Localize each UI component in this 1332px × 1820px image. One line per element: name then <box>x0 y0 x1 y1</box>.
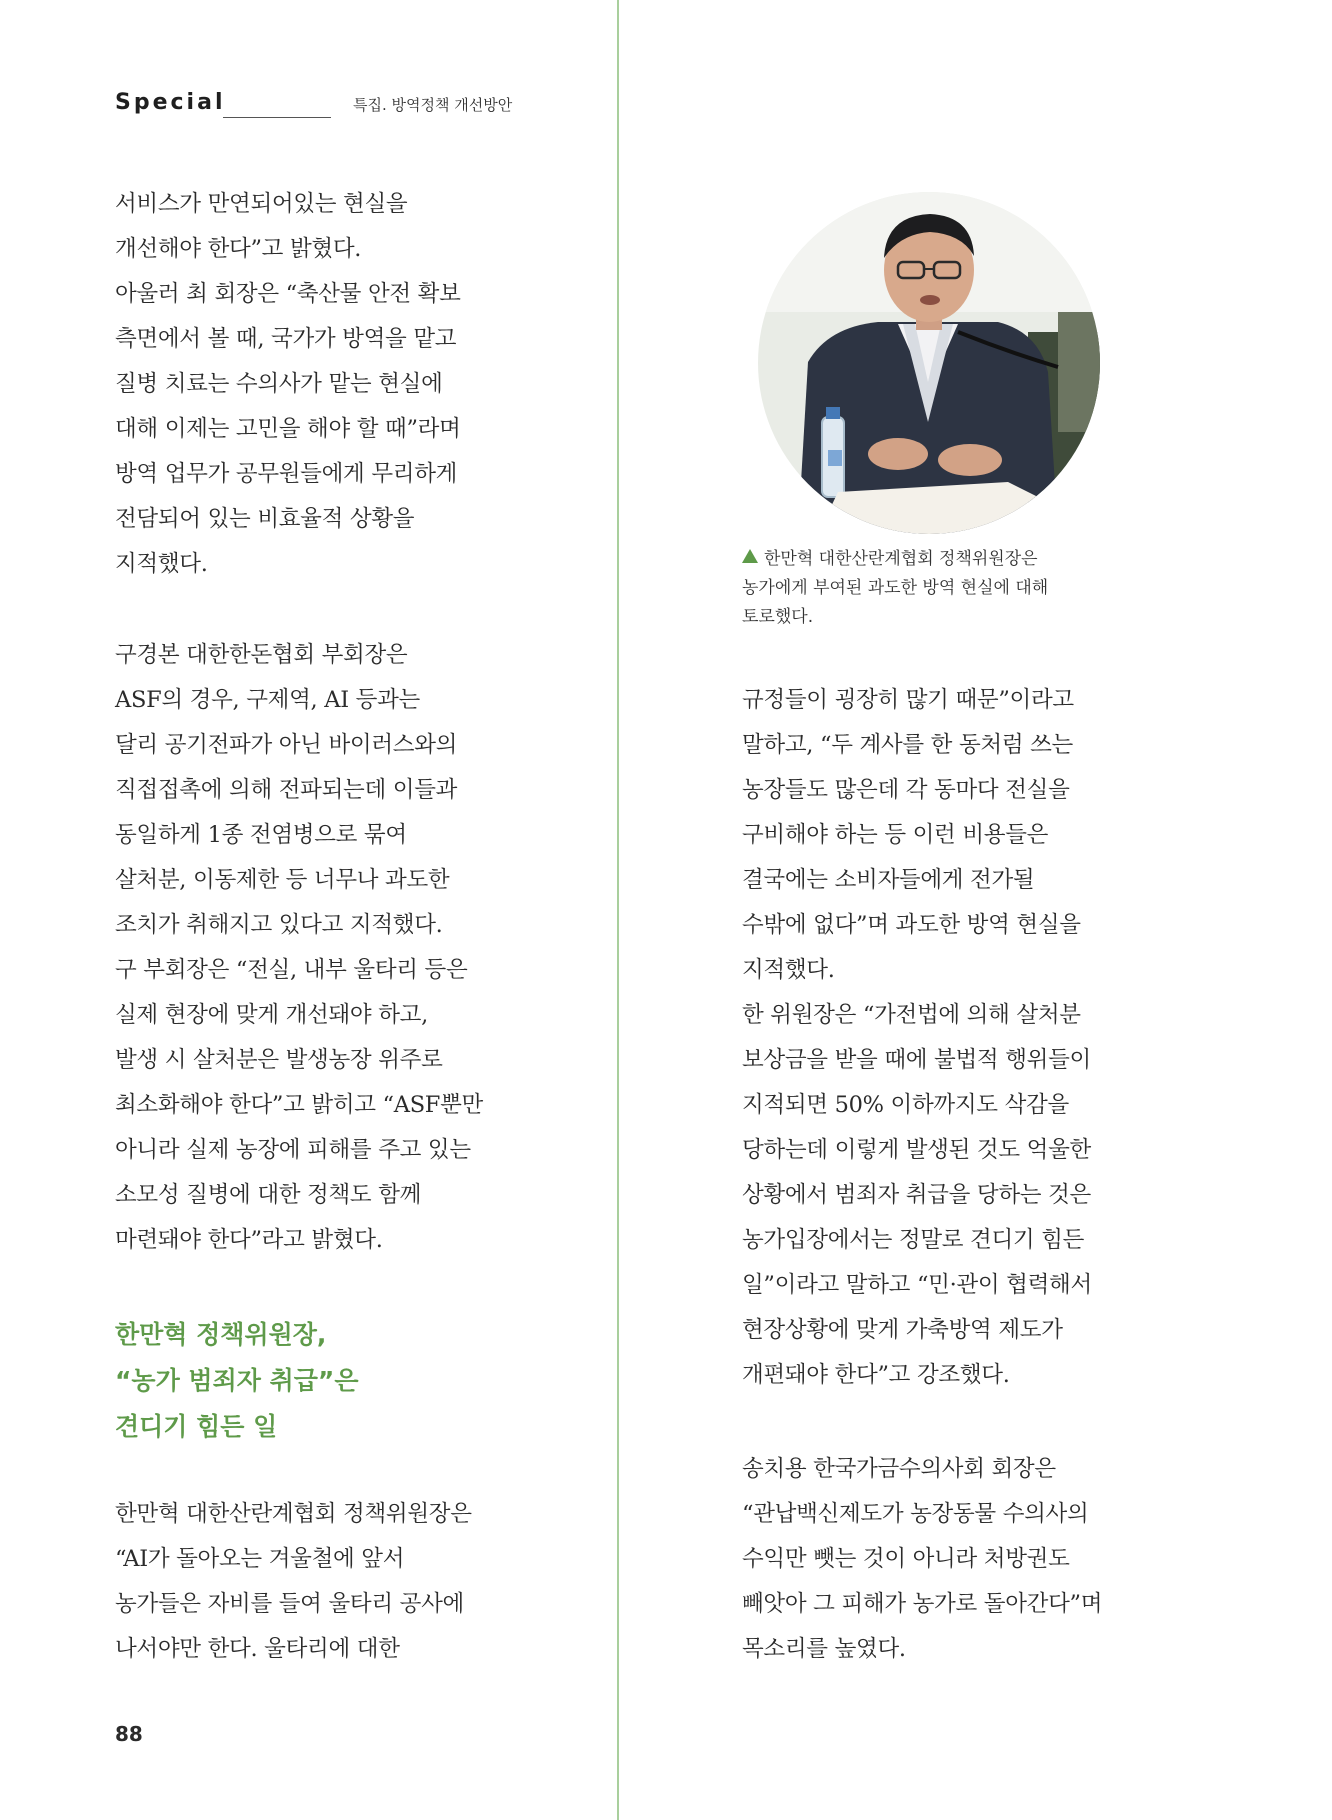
text-line: 구경본 대한한돈협회 부회장은 <box>115 642 408 668</box>
text-line: 수익만 뺏는 것이 아니라 처방권도 <box>742 1546 1070 1572</box>
text-line: 측면에서 볼 때, 국가가 방역을 맡고 <box>115 326 457 352</box>
text-line: 개선해야 한다”고 밝혔다. <box>115 236 362 262</box>
text-line: 농장들도 많은데 각 동마다 전실을 <box>742 777 1070 803</box>
left-paragraph-1 <box>115 182 461 587</box>
text-line: 아니라 실제 농장에 피해를 주고 있는 <box>115 1137 471 1163</box>
text-line: 대해 이제는 고민을 해야 할 때”라며 <box>115 416 461 442</box>
text-line: 한만혁 대한산란계협회 정책위원장은 <box>115 1501 472 1527</box>
triangle-up-icon <box>742 549 758 563</box>
right-paragraph-2 <box>742 1447 1102 1672</box>
text-line: 살처분, 이동제한 등 너무나 과도한 <box>115 867 450 893</box>
header-rule <box>223 117 331 118</box>
section-subtitle: 특집. 방역정책 개선방안 <box>353 96 513 114</box>
text-line: “관납백신제도가 농장동물 수의사의 <box>742 1501 1089 1527</box>
heading-line: 견디기 힘든 일 <box>115 1412 278 1441</box>
text-line: 목소리를 높였다. <box>742 1636 906 1662</box>
caption-line: 토로했다. <box>742 607 814 627</box>
section-label: Special <box>115 90 226 115</box>
text-line: 전담되어 있는 비효율적 상황을 <box>115 506 415 532</box>
speaker-photo <box>758 192 1100 534</box>
text-line: 개편돼야 한다”고 강조했다. <box>742 1362 1010 1388</box>
text-line: 아울러 최 회장은 “축산물 안전 확보 <box>115 281 461 307</box>
text-line: 상황에서 범죄자 취급을 당하는 것은 <box>742 1182 1091 1208</box>
text-line: 질병 치료는 수의사가 맡는 현실에 <box>115 371 443 397</box>
text-line: 당하는데 이렇게 발생된 것도 억울한 <box>742 1137 1091 1163</box>
heading-line: “농가 범죄자 취급”은 <box>115 1366 359 1395</box>
text-line: 조치가 취해지고 있다고 지적했다. <box>115 912 443 938</box>
text-line: 실제 현장에 맞게 개선돼야 하고, <box>115 1002 428 1028</box>
text-line: 농가입장에서는 정말로 견디기 힘든 <box>742 1227 1085 1253</box>
right-paragraph-1 <box>742 678 1092 1398</box>
text-line: 직접접촉에 의해 전파되는데 이들과 <box>115 777 458 803</box>
text-line: 구 부회장은 “전실, 내부 울타리 등은 <box>115 957 468 983</box>
caption-line: 농가에게 부여된 과도한 방역 현실에 대해 <box>742 578 1049 598</box>
left-paragraph-2 <box>115 633 483 1263</box>
caption-line <box>742 545 1048 574</box>
text-line: 지적했다. <box>115 551 208 577</box>
text-line: 최소화해야 한다”고 밝히고 “ASF뿐만 <box>115 1092 483 1118</box>
text-line: 지적되면 50% 이하까지도 삭감을 <box>742 1092 1069 1118</box>
text-line: 일”이라고 말하고 “민·관이 협력해서 <box>742 1272 1092 1298</box>
column-divider <box>617 0 619 1820</box>
section-heading <box>115 1312 358 1450</box>
page-number: 88 <box>115 1722 143 1746</box>
text-line: 보상금을 받을 때에 불법적 행위들이 <box>742 1047 1091 1073</box>
caption-text: 한만혁 대한산란계협회 정책위원장은 <box>764 549 1038 569</box>
text-line: 한 위원장은 “가전법에 의해 살처분 <box>742 1002 1081 1028</box>
text-line: 빼앗아 그 피해가 농가로 돌아간다”며 <box>742 1591 1103 1617</box>
text-line: 소모성 질병에 대한 정책도 함께 <box>115 1182 422 1208</box>
text-line: 규정들이 굉장히 많기 때문”이라고 <box>742 687 1074 713</box>
text-line: 서비스가 만연되어있는 현실을 <box>115 191 408 217</box>
text-line: 현장상황에 맞게 가축방역 제도가 <box>742 1317 1063 1343</box>
text-line: 지적했다. <box>742 957 835 983</box>
heading-line: 한만혁 정책위원장, <box>115 1320 327 1349</box>
text-line: 마련돼야 한다”라고 밝혔다. <box>115 1227 383 1253</box>
text-line: 달리 공기전파가 아닌 바이러스와의 <box>115 732 458 758</box>
text-line: 발생 시 살처분은 발생농장 위주로 <box>115 1047 443 1073</box>
text-line: 방역 업무가 공무원들에게 무리하게 <box>115 461 458 487</box>
text-line: 나서야만 한다. 울타리에 대한 <box>115 1636 400 1662</box>
text-line: 수밖에 없다”며 과도한 방역 현실을 <box>742 912 1081 938</box>
photo-caption <box>742 545 1048 632</box>
text-line: “AI가 돌아오는 겨울철에 앞서 <box>115 1546 405 1572</box>
text-line: 결국에는 소비자들에게 전가될 <box>742 867 1035 893</box>
text-line: 동일하게 1종 전염병으로 묶여 <box>115 822 407 848</box>
text-line: 말하고, “두 계사를 한 동처럼 쓰는 <box>742 732 1073 758</box>
page-header <box>115 90 575 120</box>
text-line: ASF의 경우, 구제역, AI 등과는 <box>115 687 420 713</box>
left-paragraph-3 <box>115 1492 472 1672</box>
text-line: 송치용 한국가금수의사회 회장은 <box>742 1456 1056 1482</box>
text-line: 구비해야 하는 등 이런 비용들은 <box>742 822 1049 848</box>
text-line: 농가들은 자비를 들여 울타리 공사에 <box>115 1591 464 1617</box>
speaker-photo-illustration <box>758 192 1100 534</box>
